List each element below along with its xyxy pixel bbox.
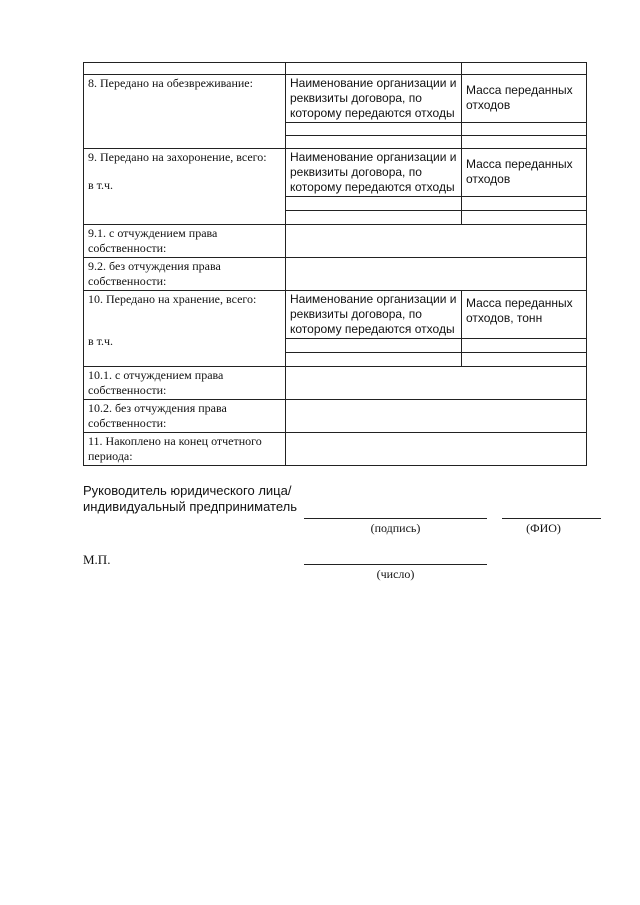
- section-10-item-1: 10.1. с отчуждением права собственности:: [84, 367, 286, 400]
- table-row: [84, 258, 587, 291]
- section-11-label: 11. Накоплено на конец отчетного периода:: [84, 433, 286, 466]
- section-9-item-2-value: [286, 258, 587, 291]
- signature-line: [304, 518, 487, 519]
- section-8-label: 8. Передано на обезвреживание:: [84, 75, 286, 149]
- table-cell: [462, 136, 587, 149]
- signature-caption: (подпись): [370, 521, 421, 535]
- section-9-mass-header: Масса переданных отходов: [462, 149, 587, 197]
- date-line: [304, 564, 487, 565]
- section-9-item-2: 9.2. без отчуждения права собственности:: [84, 258, 286, 291]
- table-cell: [286, 197, 462, 211]
- table-cell: [462, 63, 587, 75]
- section-10-mass-header: Масса переданных отходов, тонн: [462, 291, 587, 339]
- table-row: [84, 225, 587, 258]
- table-row: [84, 367, 587, 400]
- section-9-label: 9. Передано на захоронение, всего:: [88, 150, 267, 164]
- section-10-sub-label: в т.ч.: [88, 334, 114, 348]
- table-row: [84, 75, 587, 123]
- table-row: [84, 400, 587, 433]
- section-10-label: 10. Передано на хранение, всего:: [88, 292, 257, 306]
- table-cell: [286, 63, 462, 75]
- name-caption: (ФИО): [526, 521, 561, 535]
- table-cell: [286, 211, 462, 225]
- section-9-item-1: 9.1. с отчуждением права собственности:: [84, 225, 286, 258]
- section-11-value: [286, 433, 587, 466]
- date-caption: (число): [376, 567, 415, 581]
- section-10-label-cell: [84, 291, 286, 367]
- section-9-item-1-value: [286, 225, 587, 258]
- table-cell: [84, 63, 286, 75]
- table-cell: [286, 353, 462, 367]
- section-10-item-2: 10.2. без отчуждения права собственности:: [84, 400, 286, 433]
- signatory-title-line-1: Руководитель юридического лица/: [83, 483, 292, 498]
- section-9-org-header: Наименование организации и реквизиты договора, по которому передаются отходы: [286, 149, 462, 197]
- table-cell: [286, 123, 462, 136]
- section-8-mass-header: Масса переданных отходов: [462, 75, 587, 123]
- table-cell: [462, 123, 587, 136]
- table-cell: [462, 211, 587, 225]
- section-10-org-header: Наименование организации и реквизиты договора, по которому передаются отходы: [286, 291, 462, 339]
- table-row: [84, 433, 587, 466]
- section-9-label-cell: [84, 149, 286, 225]
- table-row: [84, 149, 587, 197]
- section-10-item-1-value: [286, 367, 587, 400]
- table-cell: [286, 339, 462, 353]
- table-row: [84, 63, 587, 75]
- section-10-item-2-value: [286, 400, 587, 433]
- table-cell: [462, 197, 587, 211]
- section-9-sub-label: в т.ч.: [88, 178, 114, 192]
- waste-report-table: [83, 62, 587, 466]
- stamp-label: М.П.: [83, 552, 111, 567]
- table-cell: [462, 339, 587, 353]
- table-cell: [462, 353, 587, 367]
- section-8-org-header: Наименование организации и реквизиты договора, по которому передаются отходы: [286, 75, 462, 123]
- signatory-title: [83, 483, 297, 515]
- name-line: [502, 518, 601, 519]
- signatory-title-line-2: индивидуальный предприниматель: [83, 499, 297, 514]
- table-row: [84, 291, 587, 339]
- table-cell: [286, 136, 462, 149]
